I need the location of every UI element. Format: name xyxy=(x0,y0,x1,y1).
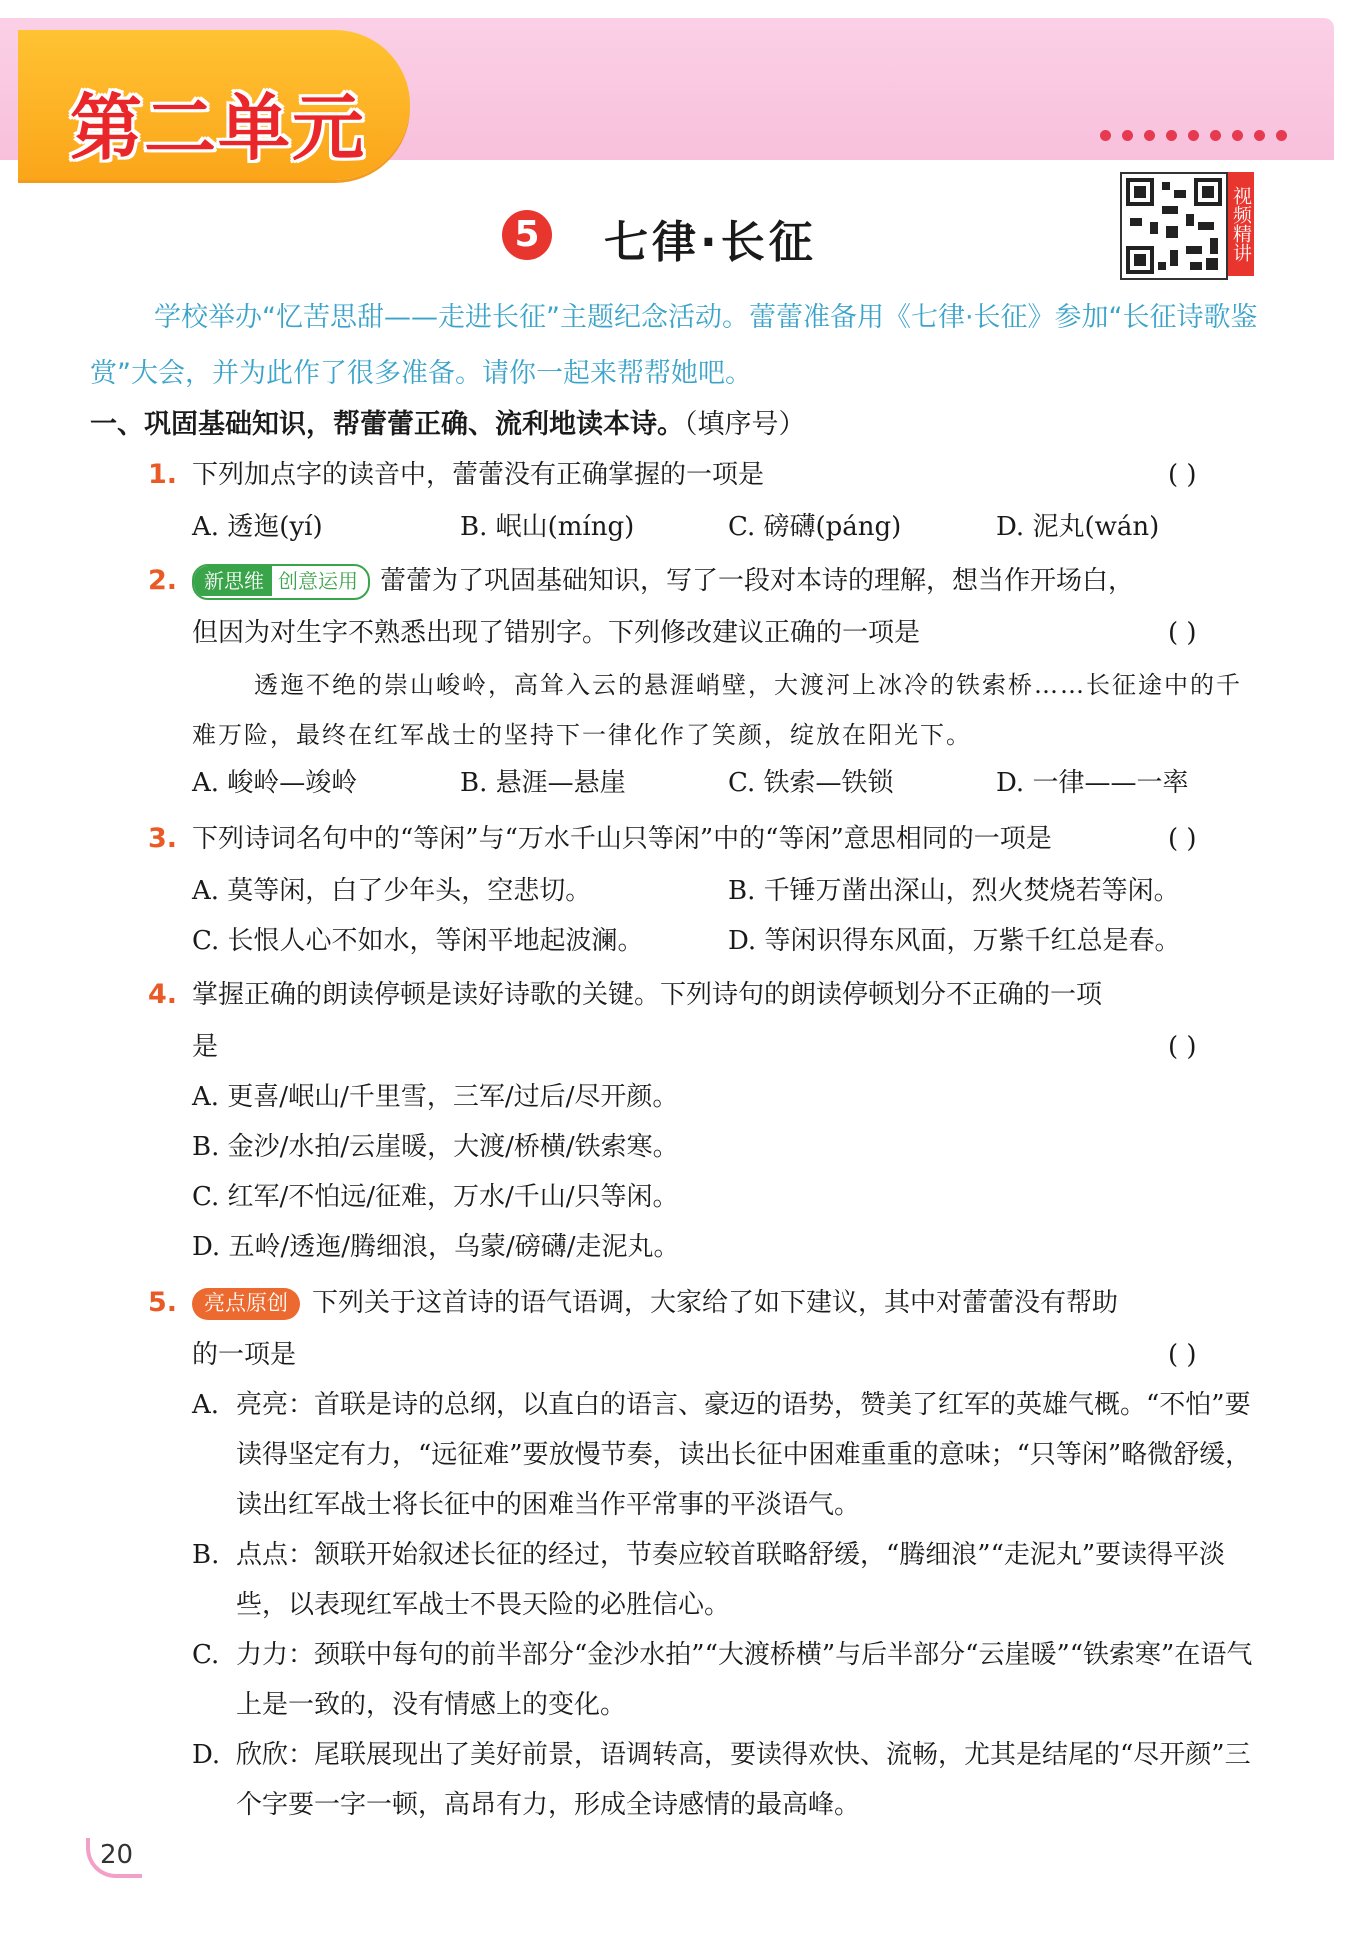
option-c: C. 红军/不怕远/征难，万水/千山/只等闲。 xyxy=(192,1182,679,1212)
option-text: 力力：颈联中每句的前半部分“金沙水拍”“大渡桥横”与后半部分“云崖暖”“铁索寒”在语气上是一致的，没有情感上的变化。 xyxy=(236,1640,1253,1720)
page-number: 20 xyxy=(100,1840,134,1870)
option-a: A. 莫等闲，白了少年头，空悲切。 xyxy=(192,876,592,906)
option-a: A. 峻岭—竣岭 xyxy=(192,768,358,798)
option-b: B. 金沙/水拍/云崖暖，大渡/桥横/铁索寒。 xyxy=(192,1132,679,1162)
highlight-original-badge: 亮点原创 xyxy=(192,1288,300,1320)
question-number: 2. xyxy=(148,565,178,596)
option-text: 欣欣：尾联展现出了美好前景，语调转高，要读得欢快、流畅，尤其是结尾的“尽开颜”三个字要一字一顿，高昂有力，形成全诗感情的最高峰。 xyxy=(236,1740,1251,1820)
section-note: （填序号） xyxy=(684,409,806,440)
question-stem: 亮点原创 下列关于这首诗的语气语调，大家给了如下建议，其中对蕾蕾没有帮助 xyxy=(192,1278,1262,1328)
video-tag: 视频精讲 xyxy=(1228,172,1254,276)
option-b: B. 千锤万凿出深山，烈火焚烧若等闲。 xyxy=(728,876,1180,906)
question-stem: 下列加点字的读音中，蕾蕾没有正确掌握的一项是 xyxy=(192,460,765,490)
new-thinking-badge: 新思维 创意运用 xyxy=(192,564,370,600)
answer-blank[interactable]: ( ) xyxy=(1168,460,1197,490)
option-c: C. 铁索—铁锁 xyxy=(728,768,894,798)
section-title: 一、巩固基础知识，帮蕾蕾正确、流利地读本诗。 xyxy=(90,409,684,440)
lesson-number-badge: 5 xyxy=(502,210,552,260)
option-b: B. 悬涯—悬崖 xyxy=(460,768,626,798)
question-stem: 新思维 创意运用 蕾蕾为了巩固基础知识，写了一段对本诗的理解，想当作开场白， xyxy=(192,556,1262,606)
question-stem: 掌握正确的朗读停顿是读好诗歌的关键。下列诗句的朗读停顿划分不正确的一项 xyxy=(192,980,1103,1010)
option-text: 亮亮：首联是诗的总纲，以直白的语言、豪迈的语势，赞美了红军的英雄气概。“不怕”要读得坚定有力，“远征难”要放慢节奏，读出长征中困难重重的意味；“只等闲”略微舒缓，读出红军战士将长征中的困难当作平常事的平淡语气。 xyxy=(236,1390,1252,1520)
question-stem-line2: 的一项是 xyxy=(192,1340,297,1370)
option-d: D. 一律——一率 xyxy=(996,768,1189,798)
question-number: 3. xyxy=(148,823,178,854)
qr-code-icon[interactable] xyxy=(1120,172,1228,280)
option-label: A. xyxy=(192,1390,220,1420)
question-stem: 下列诗词名句中的“等闲”与“万水千山只等闲”中的“等闲”意思相同的一项是 xyxy=(192,824,1052,854)
option-d: D. 泥丸(wán) xyxy=(996,512,1160,542)
option-text: 点点：颔联开始叙述长征的经过，节奏应较首联略舒缓，“腾细浪”“走泥丸”要读得平淡些，以表现红军战士不畏天险的必胜信心。 xyxy=(236,1540,1226,1620)
option-a xyxy=(192,1380,1262,1530)
section-heading xyxy=(90,402,806,441)
answer-blank[interactable]: ( ) xyxy=(1168,824,1197,854)
option-c: C. 长恨人心不如水，等闲平地起波澜。 xyxy=(192,926,644,956)
option-b xyxy=(192,1530,1262,1630)
answer-blank[interactable]: ( ) xyxy=(1168,1032,1197,1062)
passage-text: 透迤不绝的崇山峻岭，高耸入云的悬涯峭壁，大渡河上冰冷的铁索桥……长征途中的千难万险，最终在红军战士的坚持下一律化作了笑颜，绽放在阳光下。 xyxy=(192,671,1242,749)
answer-blank[interactable]: ( ) xyxy=(1168,618,1197,648)
answer-blank[interactable]: ( ) xyxy=(1168,1340,1197,1370)
question-number: 5. xyxy=(148,1287,178,1318)
option-label: D. xyxy=(192,1740,221,1770)
option-label: B. xyxy=(192,1540,220,1570)
option-c: C. 磅礴(páng) xyxy=(728,512,902,542)
option-label: C. xyxy=(192,1640,220,1670)
option-d: D. 等闲识得东风面，万紫千红总是春。 xyxy=(728,926,1181,956)
option-b: B. 岷山(míng) xyxy=(460,512,635,542)
question-number: 4. xyxy=(148,979,178,1010)
intro-text: 学校举办“忆苦思甜——走进长征”主题纪念活动。蕾蕾准备用《七律·长征》参加“长征诗歌鉴赏”大会，并为此作了很多准备。请你一起来帮帮她吧。 xyxy=(90,302,1258,389)
option-d: D. 五岭/透迤/腾细浪，乌蒙/磅礴/走泥丸。 xyxy=(192,1232,680,1262)
option-a: A. 更喜/岷山/千里雪，三军/过后/尽开颜。 xyxy=(192,1082,679,1112)
option-c xyxy=(192,1630,1262,1730)
decorative-dots xyxy=(1100,126,1298,145)
question-stem-line2: 但因为对生字不熟悉出现了错别字。下列修改建议正确的一项是 xyxy=(192,618,921,648)
question-stem-line2: 是 xyxy=(192,1032,219,1062)
option-d xyxy=(192,1730,1262,1830)
unit-title: 第二单元 xyxy=(70,86,367,170)
option-a: A. 透迤(yí) xyxy=(192,512,323,542)
question-number: 1. xyxy=(148,459,178,490)
lesson-title: 七律·长征 xyxy=(604,217,817,268)
